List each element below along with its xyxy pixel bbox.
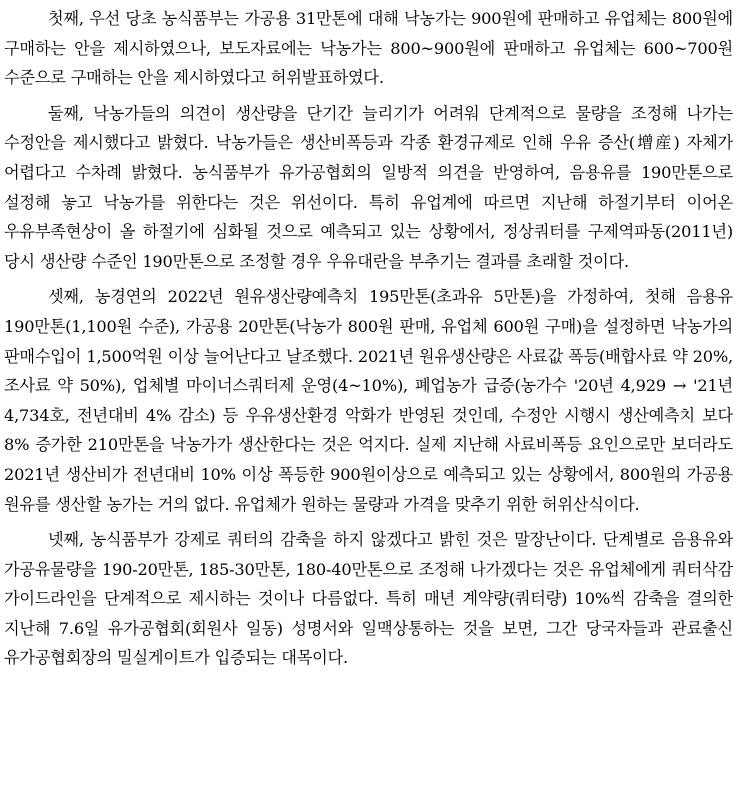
paragraph-fourth: 넷째, 농식품부가 강제로 쿼터의 감축을 하지 않겠다고 밝힌 것은 말장난이다. 단계별로 음용유와 가공유물량을 190-20만톤, 185-30만톤, 180-40만톤으로 조정해 나가겠다는 것은 유업체에게 쿼터삭감 가이드라인을 단계적으로 제시하는 것이나 다름없다. 특히 매년 계약량(쿼터량) 10%씩 감축을 결의한 지난해 7.6일 유가공협회(회원사 일동) 성명서와 일맥상통하는 것을 보면, 그간 당국자들과 관료출신 유가공협회장의 밀실게이트가 입증되는 대목이다. [4,530,733,668]
paragraph-second: 둘째, 낙농가들의 의견이 생산량을 단기간 늘리기가 어려워 단계적으로 물량을 조정해 나가는 수정안을 제시했다고 밝혔다. 낙농가들은 생산비폭등과 각종 환경규제로 인해 우유 증산(增産) 자체가 어렵다고 수차례 밝혔다. 농식품부가 유가공협회의 일방적 의견을 반영하여, 음용유를 190만톤으로 설정해 놓고 낙농가를 위한다는 것은 위선이다. 특히 유업계에 따르면 지난해 하절기부터 이어온 우유부족현상이 올 하절기에 심화될 것으로 예측되고 있는 상황에서, 정상쿼터를 구제역파동(2011년) 당시 생산량 수준인 190만톤으로 조정할 경우 우유대란을 부추기는 결과를 초래할 것이다. [4,103,733,271]
paragraph-first: 첫째, 우선 당초 농식품부는 가공용 31만톤에 대해 낙농가는 900원에 판매하고 유업체는 800원에 구매하는 안을 제시하였으나, 보도자료에는 낙농가는 800~900원에 판매하고 유업체는 600~700원 수준으로 구매하는 안을 제시하였다고 허위발표하였다. [4,9,733,88]
paragraph-third: 셋째, 농경연의 2022년 원유생산량예측치 195만톤(초과유 5만톤)을 가정하여, 첫해 음용유 190만톤(1,100원 수준), 가공용 20만톤(낙농가 800원 판매, 유업체 600원 구매)을 설정하면 낙농가의 판매수입이 1,500억원 이상 늘어난다고 날조했다. 2021년 원유생산량은 사료값 폭등(배합사료 약 20%, 조사료 약 50%), 업체별 마이너스쿼터제 운영(4~10%), 폐업농가 급증(농가수 '20년 4,929 → '21년 4,734호, 전년대비 4% 감소) 등 우유생산환경 악화가 반영된 것인데, 수정안 시행시 생산예측치 보다 8% 증가한 210만톤을 낙농가가 생산한다는 것은 억지다. 실제 지난해 사료비폭등 요인으로만 보더라도 2021년 생산비가 전년대비 10% 이상 폭등한 900원이상으로 예측되고 있는 상황에서, 800원의 가공용 원유를 생산할 농가는 거의 없다. 유업체가 원하는 물량과 가격을 맞추기 위한 허위산식이다. [4,287,733,514]
